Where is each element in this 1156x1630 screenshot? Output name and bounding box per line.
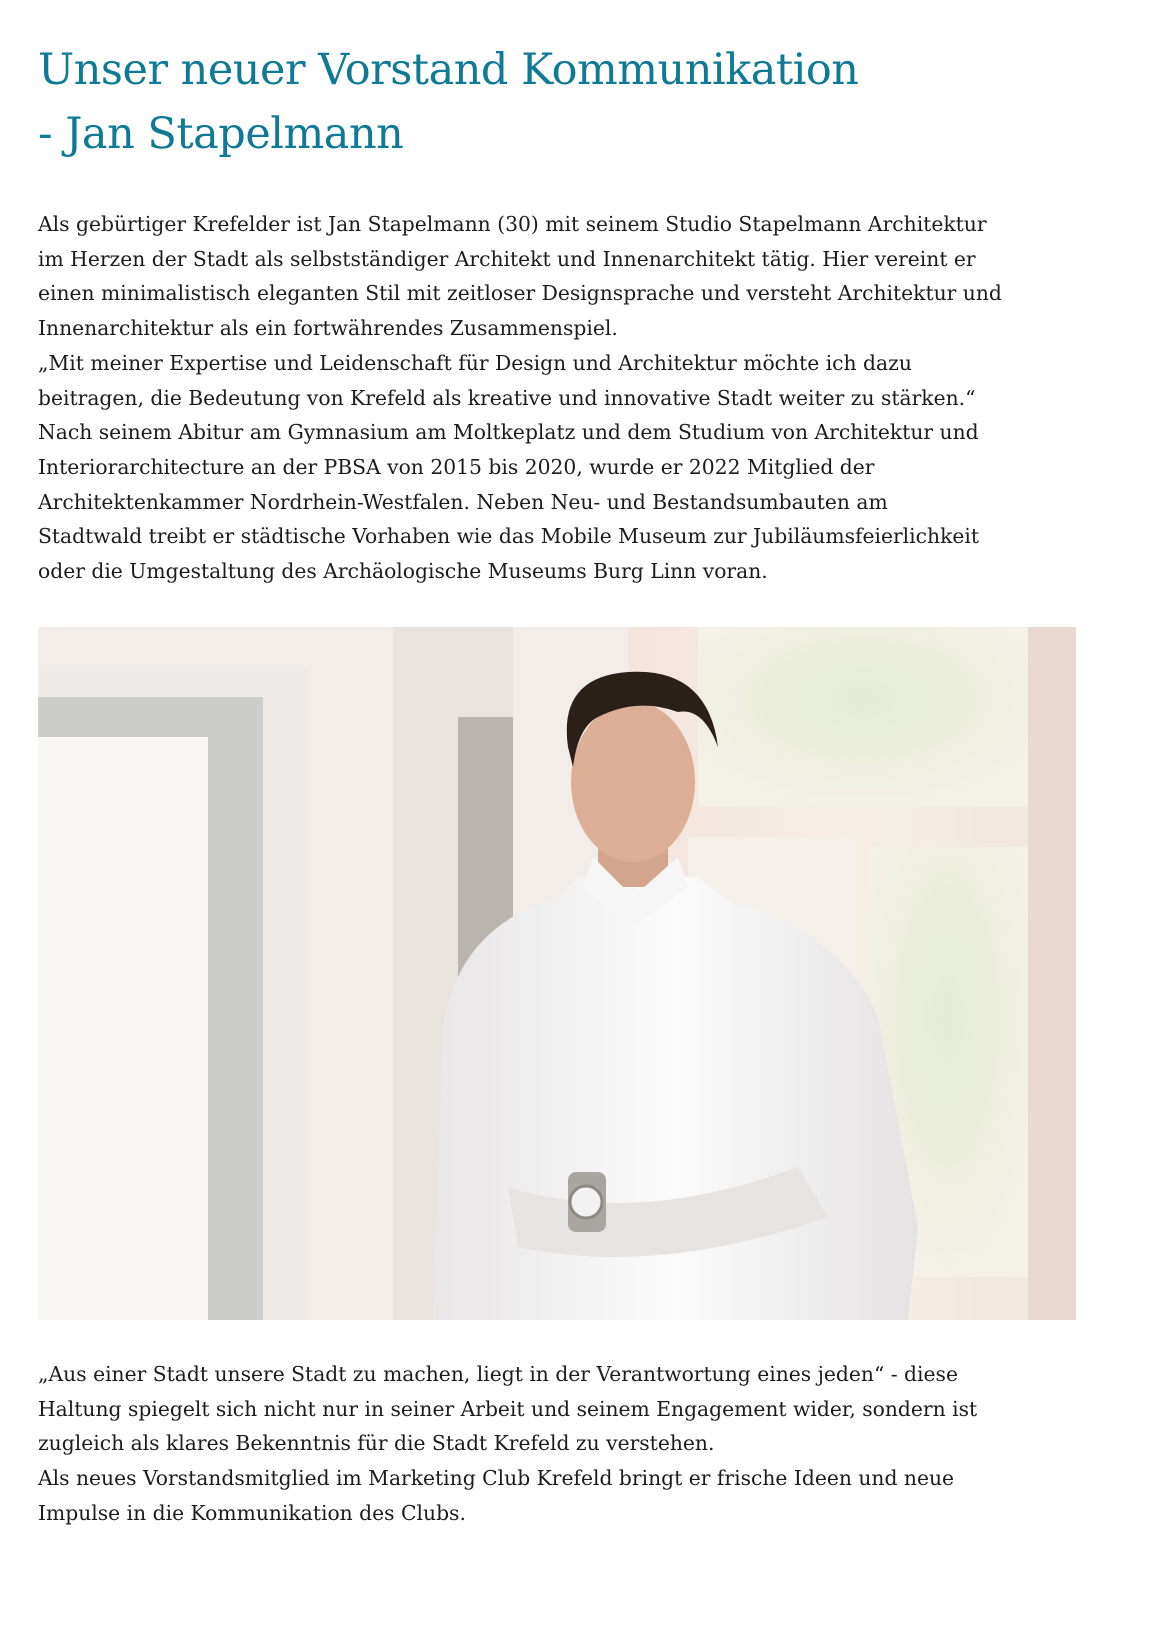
text-line: Impulse in die Kommunikation des Clubs. [38, 1500, 466, 1525]
portrait-photo [38, 627, 1076, 1320]
closing-paragraph [38, 1357, 977, 1531]
text-line: Architektenkammer Nordrhein-Westfalen. Neben Neu- und Bestandsumbauten am [38, 489, 888, 514]
text-line: „Mit meiner Expertise und Leidenschaft für Design und Architektur möchte ich dazu [38, 350, 912, 375]
text-line: Haltung spiegelt sich nicht nur in seiner Arbeit und seinem Engagement wider, sondern ist [38, 1396, 978, 1421]
text-line: oder die Umgestaltung des Archäologische Museums Burg Linn voran. [38, 559, 768, 584]
title-line: Unser neuer Vorstand Kommunikation [38, 45, 859, 95]
text-line: Nach seinem Abitur am Gymnasium am Moltkeplatz und dem Studium von Architektur und [38, 420, 979, 445]
text-line: beitragen, die Bedeutung von Krefeld als kreative und innovative Stadt weiter zu stärken.“ [38, 385, 976, 410]
text-line: Innenarchitektur als ein fortwährendes Zusammenspiel. [38, 316, 618, 341]
text-line: Interiorarchitecture an der PBSA von 2015 bis 2020, wurde er 2022 Mitglied der [38, 454, 875, 479]
article-title [38, 38, 858, 166]
text-line: einen minimalistisch eleganten Stil mit zeitloser Designsprache und versteht Architektur und [38, 281, 1002, 306]
intro-paragraph [38, 207, 1002, 589]
text-line: Als neues Vorstandsmitglied im Marketing Club Krefeld bringt er frische Ideen und neue [38, 1466, 955, 1491]
title-line: - Jan Stapelmann [38, 109, 404, 159]
text-line: Als gebürtiger Krefelder ist Jan Stapelmann (30) mit seinem Studio Stapelmann Architektur [38, 212, 987, 236]
text-line: Stadtwald treibt er städtische Vorhaben wie das Mobile Museum zur Jubiläumsfeierlichkeit [38, 524, 980, 549]
text-line: zugleich als klares Bekenntnis für die Stadt Krefeld zu verstehen. [38, 1431, 715, 1456]
text-line: „Aus einer Stadt unsere Stadt zu machen, liegt in der Verantwortung eines jeden“ - diese [38, 1362, 958, 1386]
text-line: im Herzen der Stadt als selbstständiger Architekt und Innenarchitekt tätig. Hier vereint er [38, 246, 976, 271]
